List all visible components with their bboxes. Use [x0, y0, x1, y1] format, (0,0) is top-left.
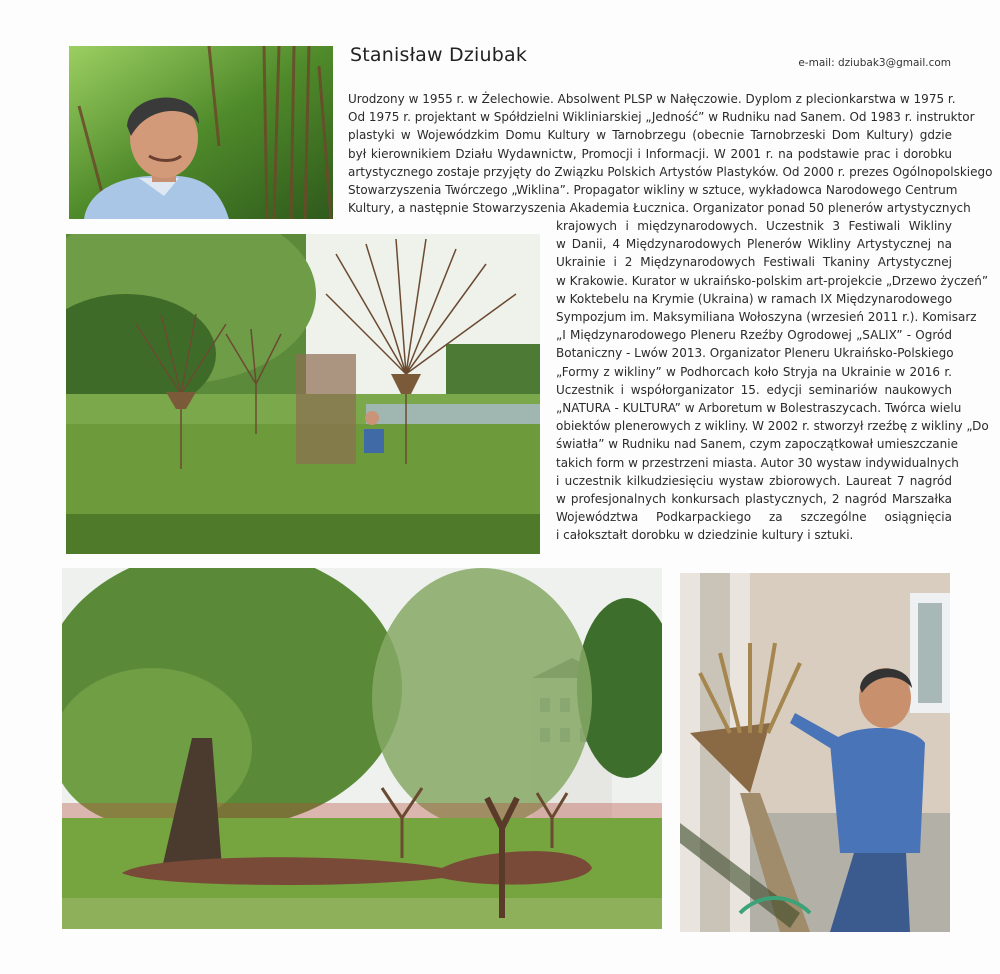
bio-line: Od 1975 r. projektant w Spółdzielni Wikliniarskiej „Jedność” w Rudniku nad Sanem. Od 1983 r. instruktor	[348, 110, 975, 125]
bio-line: Sympozjum im. Maksymiliana Wołoszyna (wrzesień 2011 r.). Komisarz	[556, 310, 977, 325]
bio-line: Urodzony w 1955 r. w Żelechowie. Absolwent PLSP w Nałęczowie. Dyplom z plecionkarstwa w 1975 r.	[348, 92, 956, 106]
bio-line: Stowarzyszenia Twórczego „Wiklina”. Propagator wikliny w sztuce, wykładowca Narodowego Centrum	[348, 183, 958, 198]
bio-line: Ukrainie i 2 Międzynarodowych Festiwali Tkaniny Artystycznej	[556, 255, 952, 270]
artist-email[interactable]: e-mail: dziubak3@gmail.com	[798, 57, 951, 69]
biography-bottom	[556, 217, 989, 545]
bio-line: i całokształt dorobku w dziedzinie kultury i sztuki.	[556, 528, 854, 543]
meadow-sculpture-photo	[66, 234, 540, 554]
bio-line: obiektów plenerowych z wikliny. W 2002 r. stworzył rzeźbę z wikliny „Do	[556, 419, 989, 434]
biography-top	[348, 90, 993, 217]
bio-line: i uczestnik kilkudziesięciu wystaw zbiorowych. Laureat 7 nagród	[556, 473, 952, 488]
artist-name: Stanisław Dziubak	[350, 44, 528, 66]
bio-line: w Krakowie. Kurator w ukraińsko-polskim art-projekcie „Drzewo życzeń”	[556, 273, 989, 288]
bio-line: krajowych i międzynarodowych. Uczestnik 3 Festiwali Wikliny	[556, 219, 952, 233]
bio-line: takich form w przestrzeni miasta. Autor 30 wystaw indywidualnych	[556, 455, 959, 470]
bio-line: w profesjonalnych konkursach plastycznych, 2 nagród Marszałka	[556, 492, 952, 507]
bio-line: „I Międzynarodowego Pleneru Rzeźby Ogrodowej „SALIX” - Ogród	[556, 328, 952, 343]
bio-line: Kultury, a następnie Stowarzyszenia Akademia Łucznica. Organizator ponad 50 plenerów artystycznych	[348, 201, 971, 216]
bio-line: „NATURA - KULTURA” w Arboretum w Bolestraszycach. Twórca wielu	[556, 401, 962, 416]
bio-line: „Formy z wikliny” w Podhorcach koło Stryja na Ukrainie w 2016 r.	[556, 364, 952, 379]
bio-line: artystycznego zostaje przyjęty do Związku Polskich Artystów Plastyków. Od 2000 r. prezes Ogólnopolskiego	[348, 164, 993, 179]
bio-line: Województwa Podkarpackiego za szczególne osiągnięcia	[556, 510, 952, 525]
bio-line: był kierownikiem Działu Wydawnictw, Promocji i Informacji. W 2001 r. na podstawie prac i dorobku	[348, 146, 952, 161]
bio-line: Uczestnik i współorganizator 15. edycji seminariów naukowych	[556, 382, 952, 397]
bio-line: światła” w Rudniku nad Sanem, czym zapoczątkował umieszczanie	[556, 437, 958, 452]
bio-line: w Danii, 4 Międzynarodowych Plenerów Wikliny Artystycznej na	[556, 237, 952, 252]
park-willow-photo	[62, 568, 662, 929]
portrait-photo	[69, 46, 333, 219]
artist-weaving-photo	[680, 573, 950, 932]
bio-line: w Koktebelu na Krymie (Ukraina) w ramach IX Międzynarodowego	[556, 291, 953, 306]
bio-line: Botaniczny - Lwów 2013. Organizator Pleneru Ukraińsko-Polskiego	[556, 346, 954, 361]
bio-line: plastyki w Wojewódzkim Domu Kultury w Tarnobrzegu (obecnie Tarnobrzeski Dom Kultury) gdzie	[348, 128, 952, 143]
